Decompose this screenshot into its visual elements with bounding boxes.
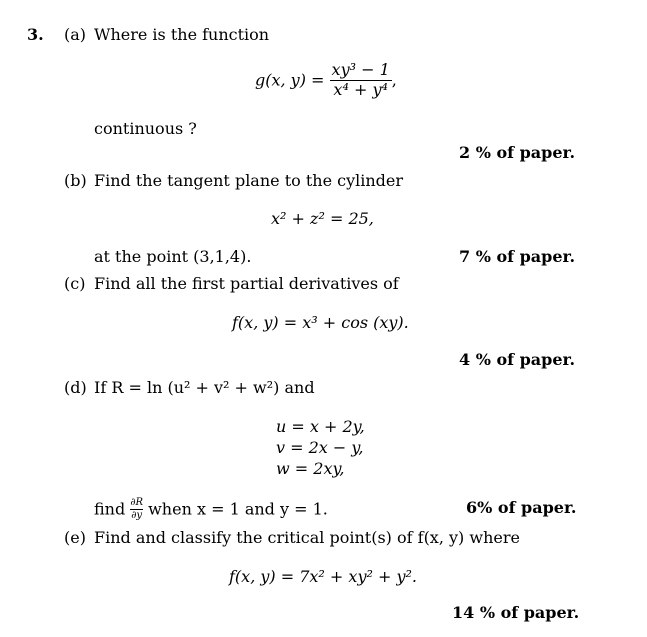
part-d-eq-w: w = 2xy,	[276, 459, 345, 478]
part-e-marks: 14 % of paper.	[452, 603, 580, 622]
part-c-text: Find all the first partial derivatives of	[94, 274, 399, 293]
question-number: 3.	[27, 25, 44, 44]
part-a-trail: ,	[391, 70, 397, 90]
part-c-label: (c)	[64, 274, 86, 293]
part-a-lhs: g(x, y) =	[255, 70, 325, 90]
part-d-marks: 6% of paper.	[466, 498, 577, 517]
part-e-equation: f(x, y) = 7x² + xy² + y².	[229, 567, 418, 586]
part-a-after: continuous ?	[94, 119, 197, 138]
part-d-find-line	[94, 498, 328, 521]
part-a-fraction	[330, 62, 392, 99]
part-d-partial-num: ∂R	[130, 497, 144, 508]
part-e-text: Find and classify the critical point(s) of f(x, y) where	[94, 528, 520, 547]
part-d-partial-den: ∂y	[131, 510, 143, 521]
part-a-label: (a)	[64, 25, 87, 44]
part-b-label: (b)	[64, 171, 87, 190]
part-d-label: (d)	[64, 378, 87, 397]
part-a-text: Where is the function	[94, 25, 270, 44]
part-b-after: at the point (3,1,4).	[94, 247, 252, 266]
part-b-marks: 7 % of paper.	[459, 247, 576, 266]
part-c-equation: f(x, y) = x³ + cos (xy).	[232, 313, 409, 332]
part-d-after: when x = 1 and y = 1.	[148, 499, 328, 519]
part-b-text: Find the tangent plane to the cylinder	[94, 171, 404, 190]
part-a-denominator: x⁴ + y⁴	[333, 79, 388, 99]
part-d-eq-u: u = x + 2y,	[276, 417, 365, 436]
part-d-find: find	[94, 499, 126, 519]
part-d-eq-v: v = 2x − y,	[276, 438, 364, 457]
part-a-function	[255, 62, 397, 99]
part-e-label: (e)	[64, 528, 86, 547]
part-d-partial-fraction	[130, 498, 143, 521]
part-b-equation: x² + z² = 25,	[271, 209, 374, 228]
part-a-marks: 2 % of paper.	[459, 143, 576, 162]
part-a-numerator: xy³ − 1	[331, 60, 390, 79]
part-c-marks: 4 % of paper.	[459, 350, 576, 369]
part-d-text: If R = ln (u² + v² + w²) and	[94, 378, 315, 397]
